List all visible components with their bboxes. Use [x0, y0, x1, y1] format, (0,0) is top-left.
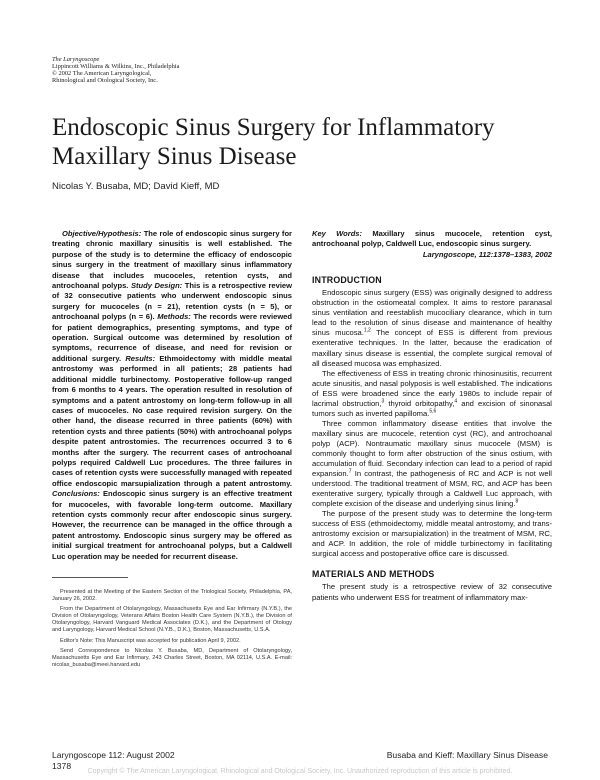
design-text: This is a retrospective review of 32 consecutive patients who underwent endoscopic sinus surgery for mucoceles (n = 21), retention cysts (n = 5), or antrochoanal polyps (n = 6).	[52, 281, 292, 322]
intro-p1-text-a: Endoscopic sinus surgery (ESS) was originally designed to address obstruction in the ostiomeatal complex. It aims to restore paranasal sinus ventilation and reestablish mucociliary clearance, which in turn lead to the resolution of sinus disease and maintenance of healthy sinus mucosa.	[312, 288, 552, 338]
intro-paragraph-2	[312, 369, 552, 419]
intro-p2-text-a: The effectiveness of ESS in treating chronic rhinosinusitis, recurrent acute sinusitis, and nasal polyposis is well established. The indications of ESS were broadened since the early 1980s to include repair of lacrimal obstruction,	[312, 368, 552, 408]
intro-p2-text-c: and excision of sinonasal tumors such as inverted papilloma.	[312, 398, 552, 418]
objective-text: The role of endoscopic sinus surgery for treating chronic maxillary sinusitis is well established. The purpose of the study is to determine the efficacy of endoscopic sinus surgery in the treatment of maxillary sinus inflammatory disease that includes mucoceles, retention cysts, and antrochoanal polyps.	[52, 229, 292, 291]
footnote-affiliations: From the Department of Otolaryngology, Massachusetts Eye and Ear Infirmary (N.Y.B.), the Division of Otolaryngology, Veterans Affairs Boston Health Care System (N.Y.B.), the Division of Otolaryngology, Harvard Vanguard Medical Associates (D.K.), and the Department of Otology and Laryngology, Harvard Medical School (N.Y.B., D.K.), Boston, Massachusetts, U.S.A.	[52, 606, 292, 634]
author-list: Nicolas Y. Busaba, MD; David Kieff, MD	[52, 181, 220, 192]
results-label: Results:	[125, 353, 156, 363]
intro-paragraph-3	[312, 419, 552, 509]
conclusions-text: Endoscopic sinus surgery is an effective treatment for mucoceles, with favorable long-term outcome. Maxillary retention cysts commonly recur after endoscopic sinus surgery. However, the recurrence can be managed in the office through a patent antrostomy. Endoscopic sinus surgery may be offered as initial surgical treatment for antrochoanal polyps, but a Caldwell Luc operation may be needed for recurrent disease.	[52, 489, 292, 561]
footnote-presented: Presented at the Meeting of the Eastern Section of the Triological Society, Philadelphia, PA, January 26, 2002.	[52, 589, 292, 603]
methods-text: The records were reviewed for patient demographics, presenting symptoms, and type of operation. Surgical outcome was determined by resolution of symptoms, recurrence of disease, and need for revision or additional surgery.	[52, 312, 292, 363]
introduction-heading: INTRODUCTION	[312, 275, 382, 286]
abstract	[52, 229, 292, 563]
copyright-line-2: Rhinological and Otological Society, Inc.	[52, 77, 158, 84]
design-label: Study Design:	[130, 281, 183, 291]
results-text: Ethmoidectomy with middle meatal antrostomy was performed in all patients; 28 patients had additional middle turbinectomy. Postoperative follow-up ranged from 6 months to 4 years. The operation resulted in resolution of symptoms and a patent antrostomy on long-term follow-up in all cases of mucoceles. No case required revision surgery. On the other hand, the disease recurred in three patients (60%) with retention cysts and three patients (50%) with antrochoanal polyps despite patent antrostomies. The recurrences occurred 3 to 6 months after the surgery. The recurrent cases of antrochoanal polyps required Caldwell Luc procedures. The three failures in cases of retention cysts were successfully managed with repeated office endoscopic marsupialization through a patent antrostomy.	[52, 353, 292, 488]
intro-paragraph-4: The purpose of the present study was to determine the long-term success of ESS (ethmoidectomy, middle meatal antrostomy, and trans-antrostomy excision or marsupialization) in the treatment of MSM, RC, and ACP. In addition, the role of middle turbinectomy in facilitating surgical access and postoperative office care is discussed.	[312, 509, 552, 559]
methods-heading: MATERIALS AND METHODS	[312, 569, 435, 580]
intro-p2-text-b: thyroid orbitopathy,	[384, 398, 455, 408]
ref-7: 7	[348, 468, 352, 475]
abstract-continuation	[312, 229, 552, 260]
ref-1-2: 1,2	[363, 327, 371, 334]
ref-8: 8	[515, 498, 519, 505]
page-number: 1378	[52, 761, 72, 771]
publisher-line: Lippincott Williams & Wilkins, Inc., Philadelphia	[52, 63, 180, 70]
intro-p1-text-b: The concept of ESS is different from previous exenterative techniques. In the latter, because the eradication of maxillary sinus disease is essential, the complete surgical removal of all diseased mucosa was emphasized.	[312, 328, 552, 368]
footnotes	[52, 589, 292, 672]
footnote-correspondence: Send Correspondence to Nicolas Y. Busaba, MD, Department of Otolaryngology, Massachusetts Eye and Ear Infirmary, 243 Charles Street, Boston, MA 02114, U.S.A. E-mail: nicolas_busaba@meei.harvard.edu	[52, 647, 292, 668]
methods-label: Methods:	[157, 312, 191, 322]
footnote-editor: Editor's Note: This Manuscript was accepted for publication April 9, 2002.	[60, 637, 241, 644]
journal-name: The Laryngoscope	[52, 56, 100, 63]
copyright-watermark: Copyright © The American Laryngological, Rhinological and Otological Society, Inc. Unauthorized reproduction of this article is prohibited.	[87, 768, 513, 775]
running-head: Busaba and Kieff: Maxillary Sinus Disease	[386, 750, 548, 760]
methods-paragraph-1: The present study is a retrospective review of 32 consecutive patients who underwent ESS for treatment of inflammatory max-	[312, 582, 552, 602]
keywords-text: Maxillary sinus mucocele, retention cyst, antrochoanal polyp, Caldwell Luc, endoscopic sinus surgery.	[312, 229, 552, 249]
footnote-rule	[52, 577, 128, 578]
citation: Laryngoscope, 112:1378–1383, 2002	[422, 249, 552, 259]
article-title: Endoscopic Sinus Surgery for Inflammatory Maxillary Sinus Disease	[52, 113, 495, 170]
right-column	[312, 229, 552, 603]
copyright-line-1: © 2002 The American Laryngological,	[52, 70, 152, 77]
journal-issue: Laryngoscope 112: August 2002	[52, 750, 175, 760]
conclusions-label: Conclusions:	[52, 489, 100, 499]
ref-5-6: 5,6	[429, 408, 437, 415]
keywords-label: Key Words:	[312, 229, 363, 238]
ref-4: 4	[454, 398, 458, 405]
objective-label: Objective/Hypothesis:	[62, 229, 142, 238]
intro-paragraph-1	[312, 288, 552, 368]
intro-p3-text-b: In contrast, the pathogenesis of RC and ACP is not well understood. The traditional treatment of MSM, RC, and ACP has been exenterative surgery, typically through a Caldwell Luc approach, with complete excision of the disease and underlying sinus lining.	[312, 469, 552, 509]
ref-3: 3	[381, 398, 385, 405]
intro-p3-text-a: Three common inflammatory disease entities that involve the maxillary sinus are mucocele, retention cyst (RC), and antrochoanal polyp (ACP). Nontraumatic maxillary sinus mucocele (MSM) is commonly thought to form after obstruction of the sinus ostium, with accumulation of fluid. Secondary infection can lead to a period of rapid expansion.	[312, 418, 552, 479]
